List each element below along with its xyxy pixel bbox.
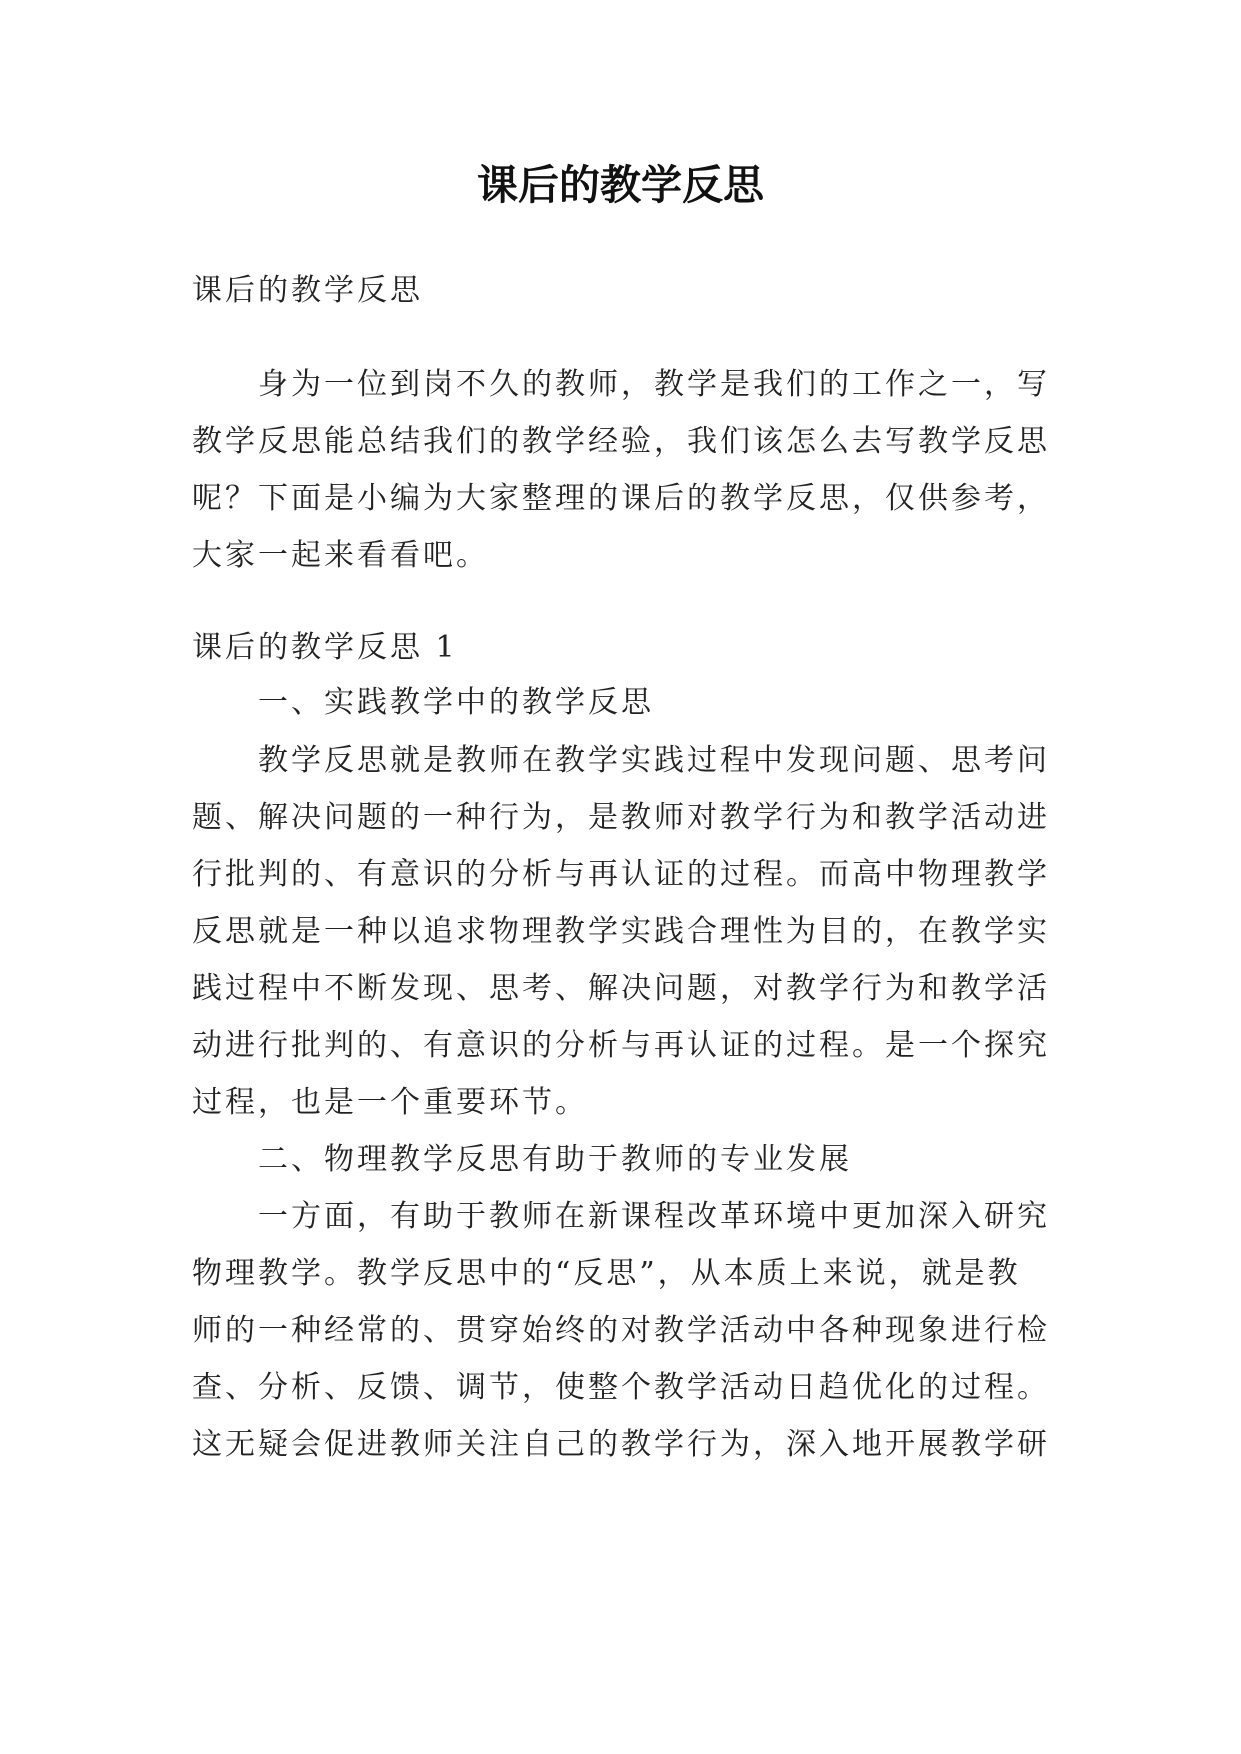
paragraph-line-11: 查、分析、反馈、调节，使整个教学活动日趋优化的过程。: [192, 1370, 1050, 1405]
paragraph-line-8: 一方面，有助于教师在新课程改革环境中更加深入研究: [258, 1199, 1050, 1234]
intro-line-2: 教学反思能总结我们的教学经验，我们该怎么去写教学反思: [192, 424, 1050, 459]
paragraph-line-10: 师的一种经常的、贯穿始终的对教学活动中各种现象进行检: [192, 1313, 1050, 1348]
paragraph-line-7: 过程，也是一个重要环节。: [192, 1085, 588, 1120]
document-title: 课后的教学反思: [477, 161, 764, 209]
paragraph-line-12: 这无疑会促进教师关注自己的教学行为，深入地开展教学研: [192, 1427, 1050, 1462]
paragraph-line-9: 物理教学。教学反思中的“反思”，从本质上来说，就是教: [192, 1256, 1021, 1291]
paragraph-line-3: 行批判的、有意识的分析与再认证的过程。而高中物理教学: [192, 857, 1050, 892]
paragraph-line-2: 题、解决问题的一种行为，是教师对教学行为和教学活动进: [192, 800, 1050, 835]
paragraph-line-5: 践过程中不断发现、思考、解决问题，对教学行为和教学活: [192, 971, 1050, 1006]
subtitle-line: 课后的教学反思: [192, 273, 423, 308]
paragraph-line-4: 反思就是一种以追求物理教学实践合理性为目的，在教学实: [192, 914, 1050, 949]
intro-line-3: 呢？下面是小编为大家整理的课后的教学反思，仅供参考，: [192, 481, 1050, 516]
subheading-1: 一、实践教学中的教学反思: [258, 685, 654, 720]
paragraph-line-1: 教学反思就是教师在教学实践过程中发现问题、思考问: [258, 743, 1050, 778]
section-heading-1: 课后的教学反思 1: [192, 630, 458, 665]
intro-line-1: 身为一位到岗不久的教师，教学是我们的工作之一，写: [258, 367, 1050, 402]
subheading-2: 二、物理教学反思有助于教师的专业发展: [258, 1142, 852, 1177]
intro-line-4: 大家一起来看看吧。: [192, 538, 489, 573]
paragraph-line-6: 动进行批判的、有意识的分析与再认证的过程。是一个探究: [192, 1028, 1050, 1063]
